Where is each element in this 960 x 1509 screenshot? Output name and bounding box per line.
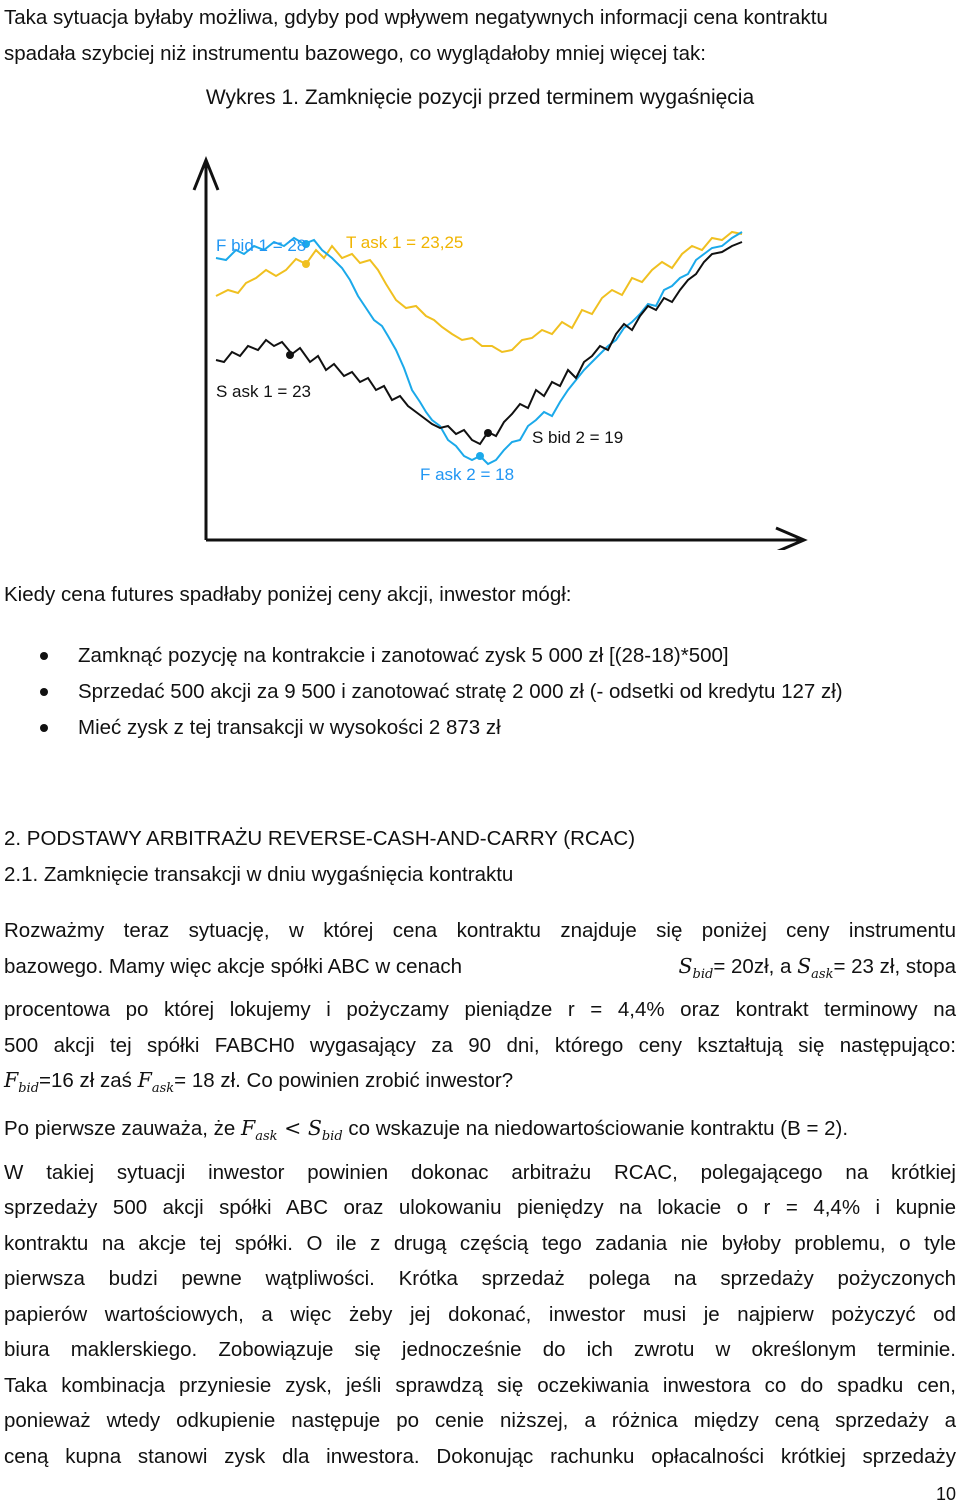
series-line-futures [216, 232, 742, 464]
marker-t-ask-1 [302, 260, 310, 268]
math-s-ask: $S_{ask}$ [797, 953, 834, 982]
p2-line: biura maklerskiego. Zobowiązuje się jednocześnie do ich zwrotu w określonym terminie. [4, 1338, 956, 1362]
intro-line-2: spadała szybciej niż instrumentu bazowego, co wyglądałoby mniej więcej tak: [4, 41, 706, 65]
p2-line: papierów wartościowych, a więc żeby jej dokonać, inwestor musi je najpierw pożyczyć od [4, 1302, 956, 1326]
p1-line-2-b: $S_{bid}=$ 20zł, a $S_{ask}= 23$ zł, stopa [678, 953, 956, 982]
p2-line: ceną kupna stanowi zysk dla inwestora. Dokonując rachunku opłacalności krótkiej sprzedaży [4, 1444, 956, 1468]
marker-f-ask-2 [476, 452, 484, 460]
label-s-ask-1: S ask 1 = 23 [216, 382, 311, 401]
p2-line: W takiej sytuacji inwestor powinien dokonac arbitrażu RCAC, polegającego na krótkiej [4, 1160, 956, 1184]
outcome-list [40, 638, 843, 746]
p1-line-2 [4, 949, 956, 993]
paragraph-1 [4, 913, 956, 1107]
section-heading: 2. PODSTAWY ARBITRAŻU REVERSE-CASH-AND-CARRY (RCAC) [4, 827, 636, 850]
p1-line-2-a: bazowego. Mamy więc akcje spółki ABC w cenach [4, 954, 463, 978]
math-f-ask-lt-s-bid: $F_{ask} < S_{bid}$ [241, 1116, 343, 1145]
after-chart-text [4, 577, 956, 613]
p1-line-3: procentowa po której lokujemy i pożyczamy pieniądze r = 4,4% oraz kontrakt terminowy na [4, 998, 956, 1022]
math-f-bid: $F_{bid}$ [4, 1068, 40, 1097]
figure-caption: Wykres 1. Zamknięcie pozycji przed terminem wygaśnięcia [205, 86, 755, 109]
after-chart-line: Kiedy cena futures spadłaby poniżej ceny akcji, inwestor mógł: [4, 583, 572, 606]
p1-line-1: Rozważmy teraz sytuację, w której cena kontraktu znajduje się poniżej ceny instrumentu [4, 919, 956, 942]
paragraph-2 [4, 1111, 956, 1474]
intro-line-1: Taka sytuacja byłaby możliwa, gdyby pod wpływem negatywnych informacji cena kontraktu [4, 6, 828, 29]
p2-line: Taka kombinacja przyniesie zysk, jeśli sprawdzą się oczekiwania inwestora co do spadku cen, [4, 1373, 956, 1397]
subsection-heading: 2.1. Zamknięcie transakcji w dniu wygaśnięcia kontraktu [4, 863, 514, 886]
p1-line-5: $F_{bid}=16$ zł zaś $F_{ask}= 18$ zł. Co powinien zrobić inwestor? [4, 1068, 514, 1097]
intro-paragraph [4, 0, 956, 71]
p2-line: sprzedaży 500 akcji spółki ABC oraz ulokowaniu pieniędzy na lokacie o r = 4,4% i kupnie [4, 1196, 956, 1220]
p2-line: ponieważ wtedy odkupienie następuje po cenie niższej, a różnica między ceną sprzedaży a [4, 1409, 956, 1433]
p1-line-4: 500 akcji tej spółki FABCH0 wygasający za 90 dni, którego ceny kształtują się następująco: [4, 1033, 956, 1057]
label-s-bid-2: S bid 2 = 19 [532, 428, 624, 447]
marker-s-ask-1 [286, 351, 294, 359]
label-t-ask-1: T ask 1 = 23,25 [346, 233, 464, 252]
list-item: Sprzedać 500 akcji za 9 500 i zanotować stratę 2 000 zł (- odsetki od kredytu 127 zł) [40, 674, 843, 710]
list-item: Zamknąć pozycję na kontrakcie i zanotować zysk 5 000 zł [(28-18)*500] [40, 638, 843, 674]
marker-s-bid-2 [484, 429, 492, 437]
label-f-ask-2: F ask 2 = 18 [420, 465, 515, 484]
math-s-bid: $S_{bid}$ [678, 953, 714, 982]
label-f-bid-1: F bid 1 = 28 [216, 236, 307, 255]
p2-line: pierwsza budzi pewne wątpliwości. Krótka sprzedaż polega na sprzedaży pożyczonych [4, 1267, 956, 1291]
list-item: Mieć zysk z tej transakcji w wysokości 2 873 zł [40, 710, 843, 746]
p2-line-1: Po pierwsze zauważa, że $F_{ask} < S_{bid}$ co wskazuje na niedowartościowanie kontraktu (B = 2). [4, 1116, 849, 1145]
p2-line: kontraktu na akcje tej spółki. O ile z drugą częścią tego zadania nie byłoby problemu, o tyle [4, 1231, 956, 1255]
page-number: 10 [935, 1484, 956, 1504]
price-chart [170, 150, 810, 550]
math-f-ask: $F_{ask}$ [137, 1068, 175, 1097]
